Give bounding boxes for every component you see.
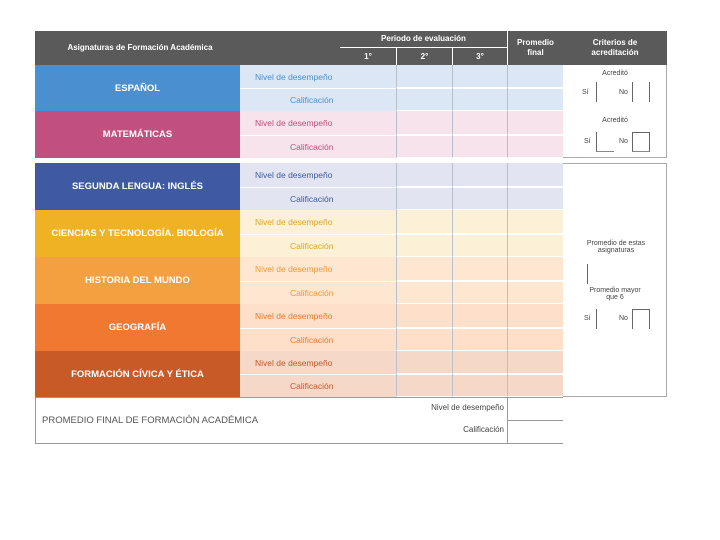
grade-cell[interactable] <box>396 374 452 397</box>
avg-subjects-label: Promedio de estas asignaturas <box>586 240 646 254</box>
grade-cell[interactable] <box>452 304 508 328</box>
no-checkbox[interactable] <box>632 82 650 102</box>
final-level-cell[interactable] <box>507 397 563 421</box>
grade-cell[interactable] <box>452 65 508 88</box>
header-criteria: Criterios de acreditación <box>591 38 639 57</box>
no-label: No <box>619 89 628 96</box>
grade-cell[interactable] <box>452 374 508 397</box>
grade-cell[interactable] <box>507 65 563 88</box>
grade-cell[interactable] <box>507 135 563 158</box>
level-label: Nivel de desempeño <box>255 264 333 274</box>
level-label: Nivel de desempeño <box>255 217 333 227</box>
grade-cell[interactable] <box>507 328 563 351</box>
grade-cell[interactable] <box>396 187 452 210</box>
yes-label: Sí <box>584 315 591 322</box>
grade-cell[interactable] <box>507 210 563 234</box>
grade-label: Calificación <box>290 334 334 345</box>
grade-label: Calificación <box>290 287 334 298</box>
no-checkbox[interactable] <box>632 309 650 329</box>
grade-cell[interactable] <box>507 374 563 397</box>
subject-5: GEOGRAFÍA <box>35 304 240 351</box>
final-grade-label: Calificación <box>463 425 504 434</box>
level-label: Nivel de desempeño <box>255 357 333 368</box>
avg-gt6-label: Promedio mayor que 6 <box>589 287 641 301</box>
yes-label: Sí <box>584 138 591 145</box>
grade-cell[interactable] <box>396 88 452 111</box>
grade-cell[interactable] <box>452 163 508 187</box>
grade-cell[interactable] <box>507 281 563 304</box>
subject-0: ESPAÑOL <box>35 65 240 111</box>
grade-cell[interactable] <box>396 210 452 234</box>
subject-4: HISTORIA DEL MUNDO <box>35 257 240 304</box>
grade-cell[interactable] <box>396 163 452 187</box>
no-checkbox[interactable] <box>632 132 650 152</box>
grade-cell[interactable] <box>396 257 452 281</box>
grade-cell[interactable] <box>452 257 508 281</box>
subject-6: FORMACIÓN CÍVICA Y ÉTICA <box>35 351 240 397</box>
header-p2: 2° <box>396 48 452 65</box>
header-p3: 3° <box>452 48 507 65</box>
accredited-label: Acreditó <box>602 70 628 77</box>
grade-cell[interactable] <box>452 281 508 304</box>
yes-checkbox[interactable] <box>596 132 614 152</box>
no-label: No <box>619 315 628 322</box>
grade-cell[interactable] <box>396 328 452 351</box>
subject-2: SEGUNDA LENGUA: INGLÉS <box>35 163 240 210</box>
final-level-label: Nivel de desempeño <box>431 403 504 412</box>
header-final: Promedio final <box>507 31 563 65</box>
grade-label: Calificación <box>290 193 334 204</box>
grade-cell[interactable] <box>396 281 452 304</box>
grade-label: Calificación <box>290 240 334 251</box>
header-p1: 1° <box>364 51 372 61</box>
header-subjects: Asignaturas de Formación Académica <box>67 43 213 52</box>
grade-cell[interactable] <box>507 88 563 111</box>
final-title: PROMEDIO FINAL DE FORMACIÓN ACADÉMICA <box>42 415 259 426</box>
grade-label: Calificación <box>290 380 334 391</box>
yes-checkbox[interactable] <box>596 309 614 329</box>
avg-subjects-field[interactable] <box>587 264 589 284</box>
grade-cell[interactable] <box>452 351 508 374</box>
no-label: No <box>619 138 628 145</box>
grade-cell[interactable] <box>507 163 563 187</box>
grade-cell[interactable] <box>396 65 452 88</box>
criteria-box-espanol <box>563 65 667 158</box>
grade-label: Calificación <box>290 94 334 105</box>
grade-cell[interactable] <box>396 135 452 158</box>
level-label: Nivel de desempeño <box>255 170 333 180</box>
grade-cell[interactable] <box>507 304 563 328</box>
grade-cell[interactable] <box>452 111 508 135</box>
yes-label: Sí <box>582 89 589 96</box>
grade-cell[interactable] <box>396 111 452 135</box>
grade-cell[interactable] <box>452 234 508 257</box>
yes-checkbox[interactable] <box>596 82 614 102</box>
grade-cell[interactable] <box>452 135 508 158</box>
grade-label: Calificación <box>290 141 334 152</box>
grade-cell[interactable] <box>452 328 508 351</box>
grade-cell[interactable] <box>507 111 563 135</box>
grade-cell[interactable] <box>507 234 563 257</box>
subject-3: CIENCIAS Y TECNOLOGÍA. BIOLOGÍA <box>35 210 240 257</box>
level-label: Nivel de desempeño <box>255 311 333 321</box>
grade-cell[interactable] <box>507 351 563 374</box>
level-label: Nivel de desempeño <box>255 71 333 82</box>
grade-cell[interactable] <box>507 187 563 210</box>
grade-cell[interactable] <box>396 234 452 257</box>
grade-cell[interactable] <box>396 351 452 374</box>
criteria-box-group <box>563 163 667 397</box>
grade-cell[interactable] <box>452 88 508 111</box>
grade-cell[interactable] <box>452 210 508 234</box>
grade-cell[interactable] <box>396 304 452 328</box>
final-grade-cell[interactable] <box>507 421 563 444</box>
grade-cell[interactable] <box>452 187 508 210</box>
grade-cell[interactable] <box>507 257 563 281</box>
accredited-label: Acreditó <box>602 117 628 124</box>
level-label: Nivel de desempeño <box>255 118 333 128</box>
subject-1: MATEMÁTICAS <box>35 111 240 158</box>
header-period: Periodo de evaluación <box>340 31 507 48</box>
